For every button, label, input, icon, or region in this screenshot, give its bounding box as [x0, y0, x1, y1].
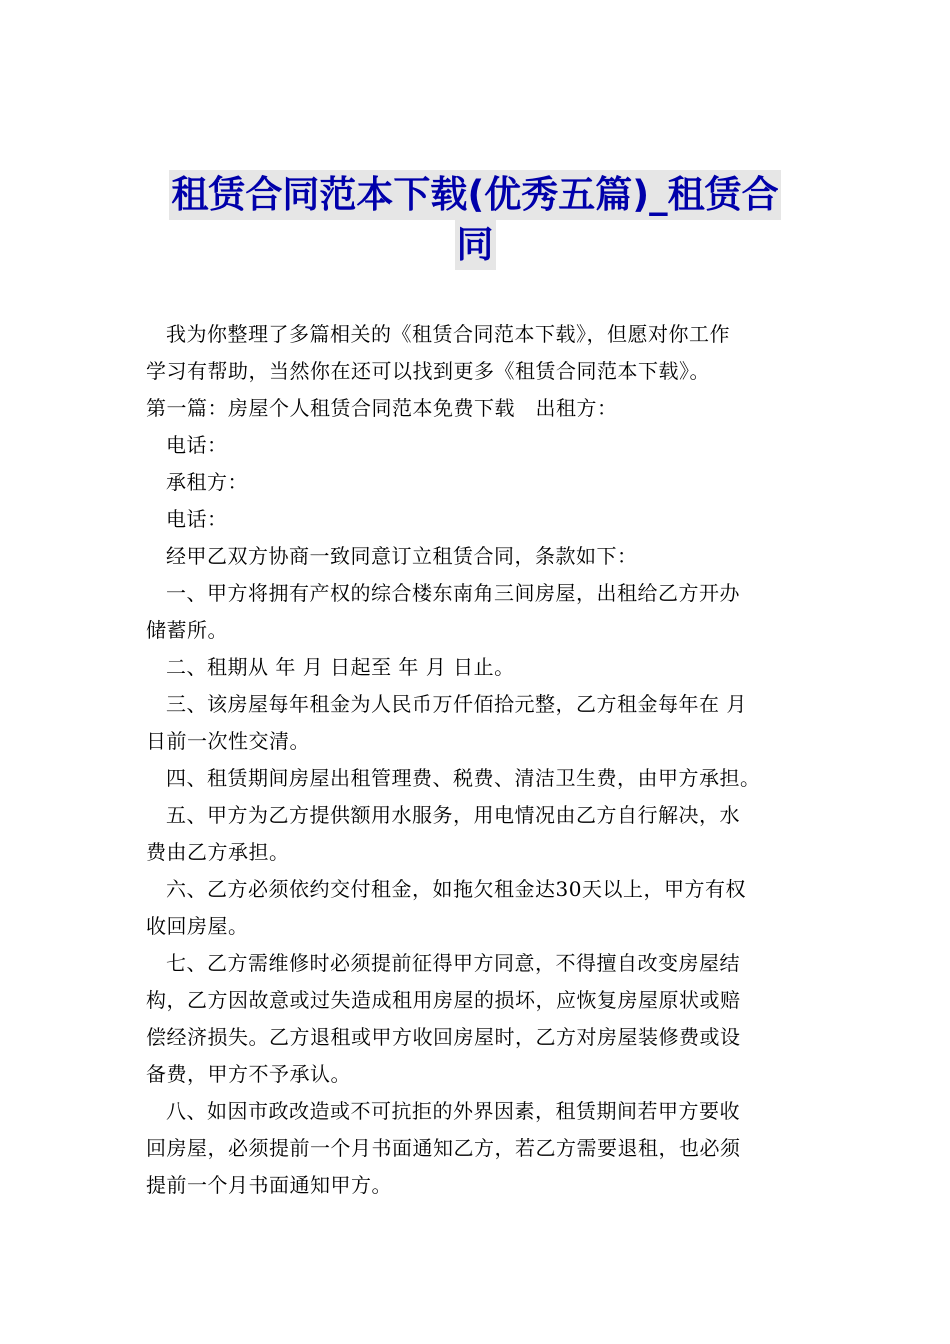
text-line: 构，乙方因故意或过失造成租用房屋的损坏，应恢复房屋原状或赔 [146, 988, 741, 1012]
text-line: 储蓄所。 [146, 618, 228, 642]
text-line: 七、乙方需维修时必须提前征得甲方同意，不得擅自改变房屋结 [166, 951, 740, 975]
text-line: 提前一个月书面通知甲方。 [146, 1173, 392, 1197]
text-line: 电话： [166, 433, 228, 457]
text-line: 备费，甲方不予承认。 [146, 1062, 351, 1086]
text-line: 日前一次性交清。 [146, 729, 310, 753]
text-line: 承租方： [166, 470, 248, 494]
title-line-1: 租赁合同范本下载(优秀五篇)_租赁合 [169, 170, 780, 220]
text-line: 二、租期从 年 月 日起至 年 月 日止。 [166, 655, 515, 679]
text-line: 回房屋，必须提前一个月书面通知乙方，若乙方需要退租，也必须 [146, 1136, 741, 1160]
text-line: 一、甲方将拥有产权的综合楼东南角三间房屋，出租给乙方开办 [166, 581, 740, 605]
text-line: 六、乙方必须依约交付租金，如拖欠租金达30天以上，甲方有权 [166, 877, 746, 901]
document-body [146, 316, 806, 1204]
text-line: 电话： [166, 507, 228, 531]
text-line: 第一篇：房屋个人租赁合同范本免费下载 出租方： [146, 396, 618, 420]
title-line-2: 同 [455, 220, 496, 270]
text-line: 偿经济损失。乙方退租或甲方收回房屋时，乙方对房屋装修费或设 [146, 1025, 741, 1049]
text-line: 经甲乙双方协商一致同意订立租赁合同，条款如下： [166, 544, 638, 568]
text-line: 我为你整理了多篇相关的《租赁合同范本下载》，但愿对你工作 [166, 322, 730, 346]
text-line: 八、如因市政改造或不可抗拒的外界因素，租赁期间若甲方要收 [166, 1099, 740, 1123]
text-line: 费由乙方承担。 [146, 840, 290, 864]
text-line: 三、该房屋每年租金为人民币万仟佰拾元整，乙方租金每年在 月 [166, 692, 747, 716]
text-line: 五、甲方为乙方提供额用水服务，用电情况由乙方自行解决，水 [166, 803, 740, 827]
text-line: 收回房屋。 [146, 914, 249, 938]
document-title [140, 170, 810, 270]
text-line: 学习有帮助，当然你在还可以找到更多《租赁合同范本下载》。 [146, 359, 710, 383]
text-line: 四、租赁期间房屋出租管理费、税费、清洁卫生费，由甲方承担。 [166, 766, 761, 790]
